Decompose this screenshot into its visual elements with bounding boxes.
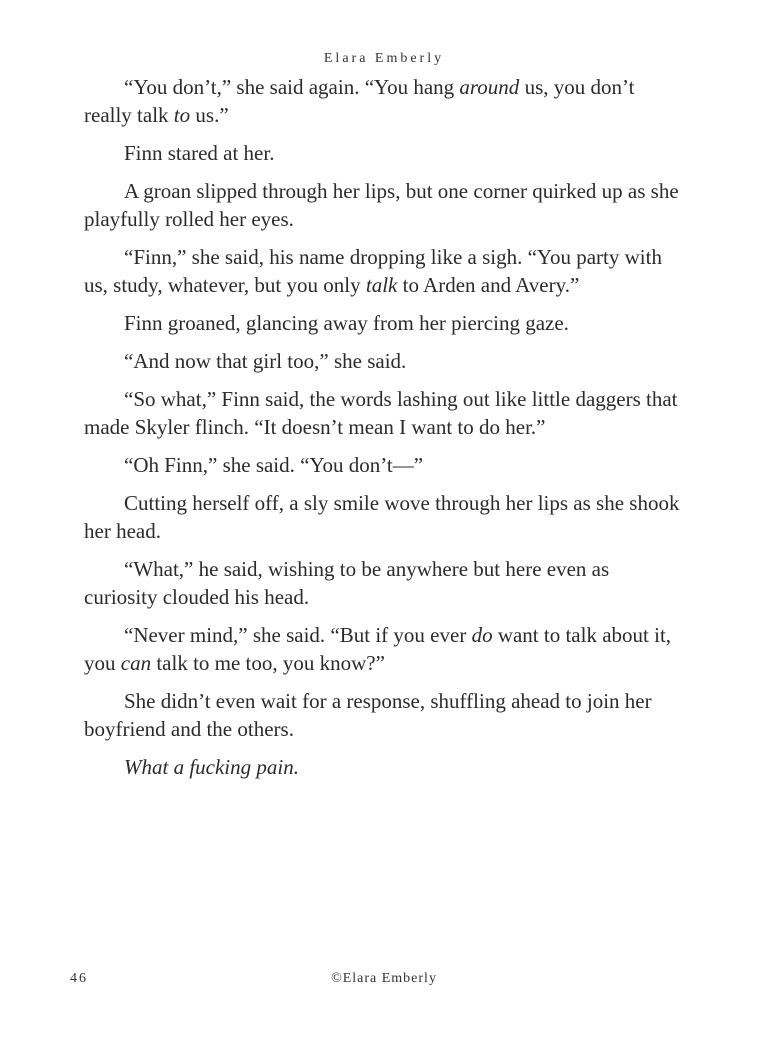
paragraph: [84, 687, 684, 743]
text-run: “You don’t,” she said again. “You hang: [124, 75, 460, 99]
paragraph: [84, 309, 684, 337]
text-run: “What,” he said, wishing to be anywhere but here even as curiosity clouded his head.: [84, 557, 610, 609]
paragraph: [84, 753, 684, 781]
text-run: “Oh Finn,” she said. “You don’t—”: [124, 453, 424, 477]
text-run: Finn stared at her.: [124, 141, 275, 165]
paragraph: [84, 243, 684, 299]
text-run: A groan slipped through her lips, but one corner quirked up as she playfully rolled her eyes.: [84, 179, 679, 231]
text-run: Cutting herself off, a sly smile wove through her lips as she shook her head.: [84, 491, 680, 543]
italic-text: to: [173, 103, 191, 127]
text-run: talk to me too, you know?”: [151, 651, 385, 675]
italic-text: can: [120, 651, 152, 675]
paragraph: [84, 489, 684, 545]
text-run: Finn groaned, glancing away from her piercing gaze.: [124, 311, 569, 335]
text-run: us, you don’t really talk: [84, 75, 635, 127]
running-header: Elara Emberly: [323, 51, 445, 66]
italic-text: talk: [365, 273, 398, 297]
paragraph: [84, 73, 684, 129]
text-run: “Finn,” she said, his name dropping like a sigh. “You party with us, study, whatever, but you only: [84, 245, 662, 297]
text-run: “And now that girl too,” she said.: [124, 349, 407, 373]
text-run: “So what,” Finn said, the words lashing out like little daggers that made Skyler flinch. “It doesn’t mean I want to do her.”: [84, 387, 678, 439]
page-number: 46: [70, 971, 88, 986]
paragraph: [84, 139, 684, 167]
text-run: to Arden and Avery.”: [397, 273, 580, 297]
paragraph: [84, 385, 684, 441]
paragraph: [84, 451, 684, 479]
text-run: She didn’t even wait for a response, shuffling ahead to join her boyfriend and the others.: [84, 689, 652, 741]
paragraph: [84, 555, 684, 611]
paragraph: [84, 347, 684, 375]
paragraph: [84, 621, 684, 677]
italic-text: What a fucking pain.: [124, 755, 299, 779]
chapter-body-text: [84, 73, 684, 791]
italic-text: around: [459, 75, 520, 99]
italic-text: do: [471, 623, 493, 647]
paragraph: [84, 177, 684, 233]
text-run: “Never mind,” she said. “But if you ever: [124, 623, 472, 647]
copyright-notice: ©Elara Emberly: [331, 971, 437, 986]
text-run: want to talk about it, you: [84, 623, 672, 675]
text-run: us.”: [190, 103, 229, 127]
